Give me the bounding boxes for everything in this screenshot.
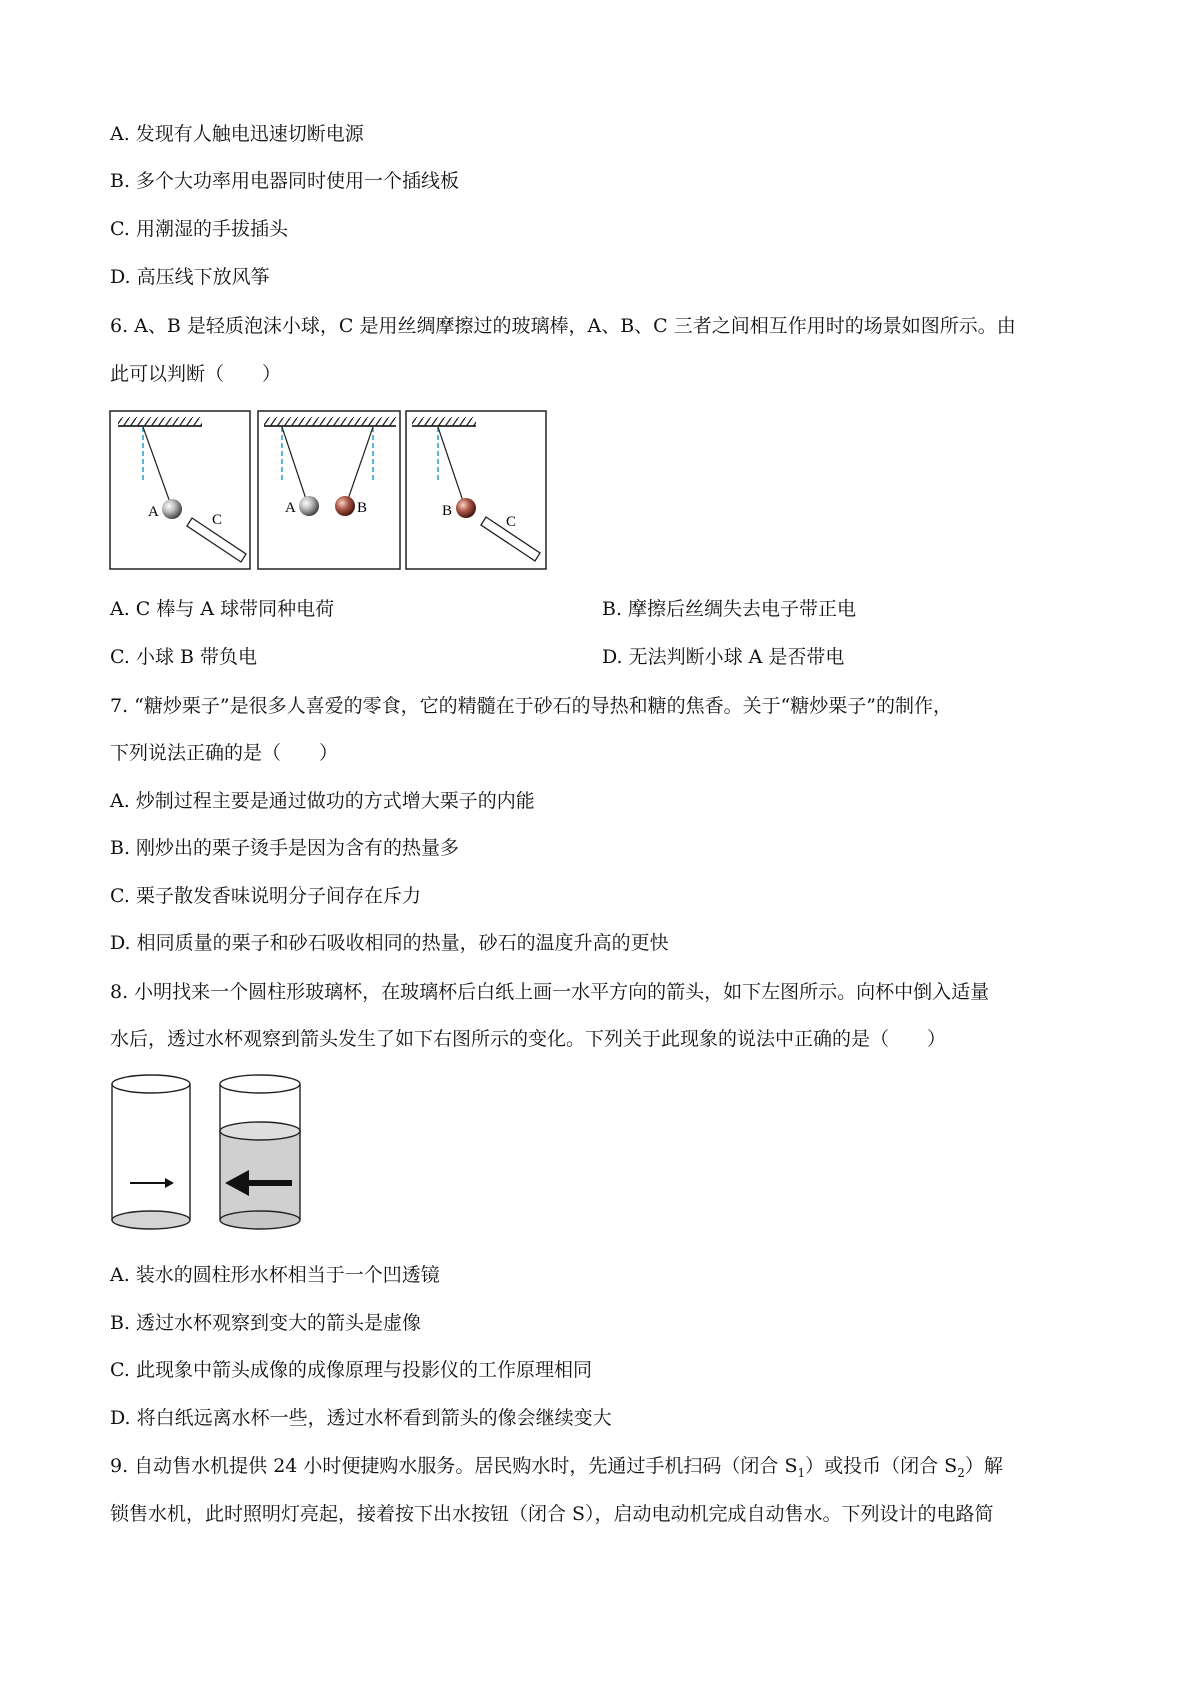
q5-option-c: C. 用潮湿的手拔插头 bbox=[110, 218, 288, 240]
glass-empty bbox=[112, 1075, 190, 1229]
q8-option-d: D. 将白纸远离水杯一些，透过水杯看到箭头的像会继续变大 bbox=[110, 1407, 612, 1429]
q8-glass-figure bbox=[108, 1074, 308, 1234]
small-arrow bbox=[130, 1178, 174, 1188]
panel-1 bbox=[110, 411, 250, 569]
q7-option-c: C. 栗子散发香味说明分子间存在斥力 bbox=[110, 885, 421, 907]
q6-option-d: D. 无法判断小球 A 是否带电 bbox=[602, 646, 845, 668]
q6-option-b: B. 摩擦后丝绸失去电子带正电 bbox=[602, 598, 857, 620]
q7-option-b: B. 刚炒出的栗子烫手是因为含有的热量多 bbox=[110, 837, 460, 859]
q7-option-d: D. 相同质量的栗子和砂石吸收相同的热量，砂石的温度升高的更快 bbox=[110, 932, 669, 954]
label-c: C bbox=[212, 512, 223, 528]
q8-stem-line2: 水后，透过水杯观察到箭头发生了如下右图所示的变化。下列关于此现象的说法中正确的是（ ） bbox=[110, 1028, 947, 1050]
q6-option-c: C. 小球 B 带负电 bbox=[110, 646, 257, 668]
label-c: C bbox=[506, 514, 517, 530]
q7-stem-line2: 下列说法正确的是（ ） bbox=[110, 742, 339, 764]
ball-a bbox=[162, 499, 182, 519]
q8-option-b: B. 透过水杯观察到变大的箭头是虚像 bbox=[110, 1312, 422, 1334]
panel-3 bbox=[406, 411, 546, 569]
q9-text-part2: ）或投币（闭合 S bbox=[805, 1455, 958, 1477]
q5-option-a: A. 发现有人触电迅速切断电源 bbox=[110, 123, 364, 145]
label-a: A bbox=[148, 504, 159, 520]
q5-option-d: D. 高压线下放风筝 bbox=[110, 266, 270, 288]
ball-b bbox=[335, 496, 355, 516]
q7-stem-line1: 7. “糖炒栗子”是很多人喜爱的零食，它的精髓在于砂石的导热和糖的焦香。关于“糖炒栗子”的制作， bbox=[110, 695, 953, 717]
panel-2 bbox=[258, 411, 400, 569]
q6-pendulum-figure bbox=[108, 408, 548, 572]
label-b: B bbox=[357, 500, 368, 516]
subscript-1: 1 bbox=[797, 1465, 806, 1480]
ball-a bbox=[299, 496, 319, 516]
glass-with-water bbox=[220, 1075, 300, 1229]
q5-option-b: B. 多个大功率用电器同时使用一个插线板 bbox=[110, 170, 460, 192]
q8-option-a: A. 装水的圆柱形水杯相当于一个凹透镜 bbox=[110, 1264, 440, 1286]
subscript-2: 2 bbox=[957, 1465, 965, 1480]
q6-stem-line2: 此可以判断（ ） bbox=[110, 363, 282, 385]
label-a: A bbox=[285, 500, 296, 516]
q6-stem-line1: 6. A、B 是轻质泡沫小球，C 是用丝绸摩擦过的玻璃棒，A、B、C 三者之间相互作用时的场景如图所示。由 bbox=[110, 315, 1016, 337]
q9-stem-line1 bbox=[110, 1453, 1003, 1486]
q9-text-part3: ）解 bbox=[964, 1455, 1003, 1477]
q9-text-part1: 9. 自动售水机提供 24 小时便捷购水服务。居民购水时，先通过手机扫码（闭合 S bbox=[110, 1455, 798, 1477]
q8-stem-line1: 8. 小明找来一个圆柱形玻璃杯，在玻璃杯后白纸上画一水平方向的箭头，如下左图所示。向杯中倒入适量 bbox=[110, 981, 990, 1003]
q6-option-a: A. C 棒与 A 球带同种电荷 bbox=[110, 598, 335, 620]
q8-option-c: C. 此现象中箭头成像的成像原理与投影仪的工作原理相同 bbox=[110, 1359, 592, 1381]
label-b: B bbox=[442, 503, 453, 519]
q9-stem-line2: 锁售水机，此时照明灯亮起，接着按下出水按钮（闭合 S），启动电动机完成自动售水。下列设计的电路简 bbox=[110, 1503, 994, 1525]
q7-option-a: A. 炒制过程主要是通过做功的方式增大栗子的内能 bbox=[110, 790, 535, 812]
ball-b bbox=[456, 498, 476, 518]
